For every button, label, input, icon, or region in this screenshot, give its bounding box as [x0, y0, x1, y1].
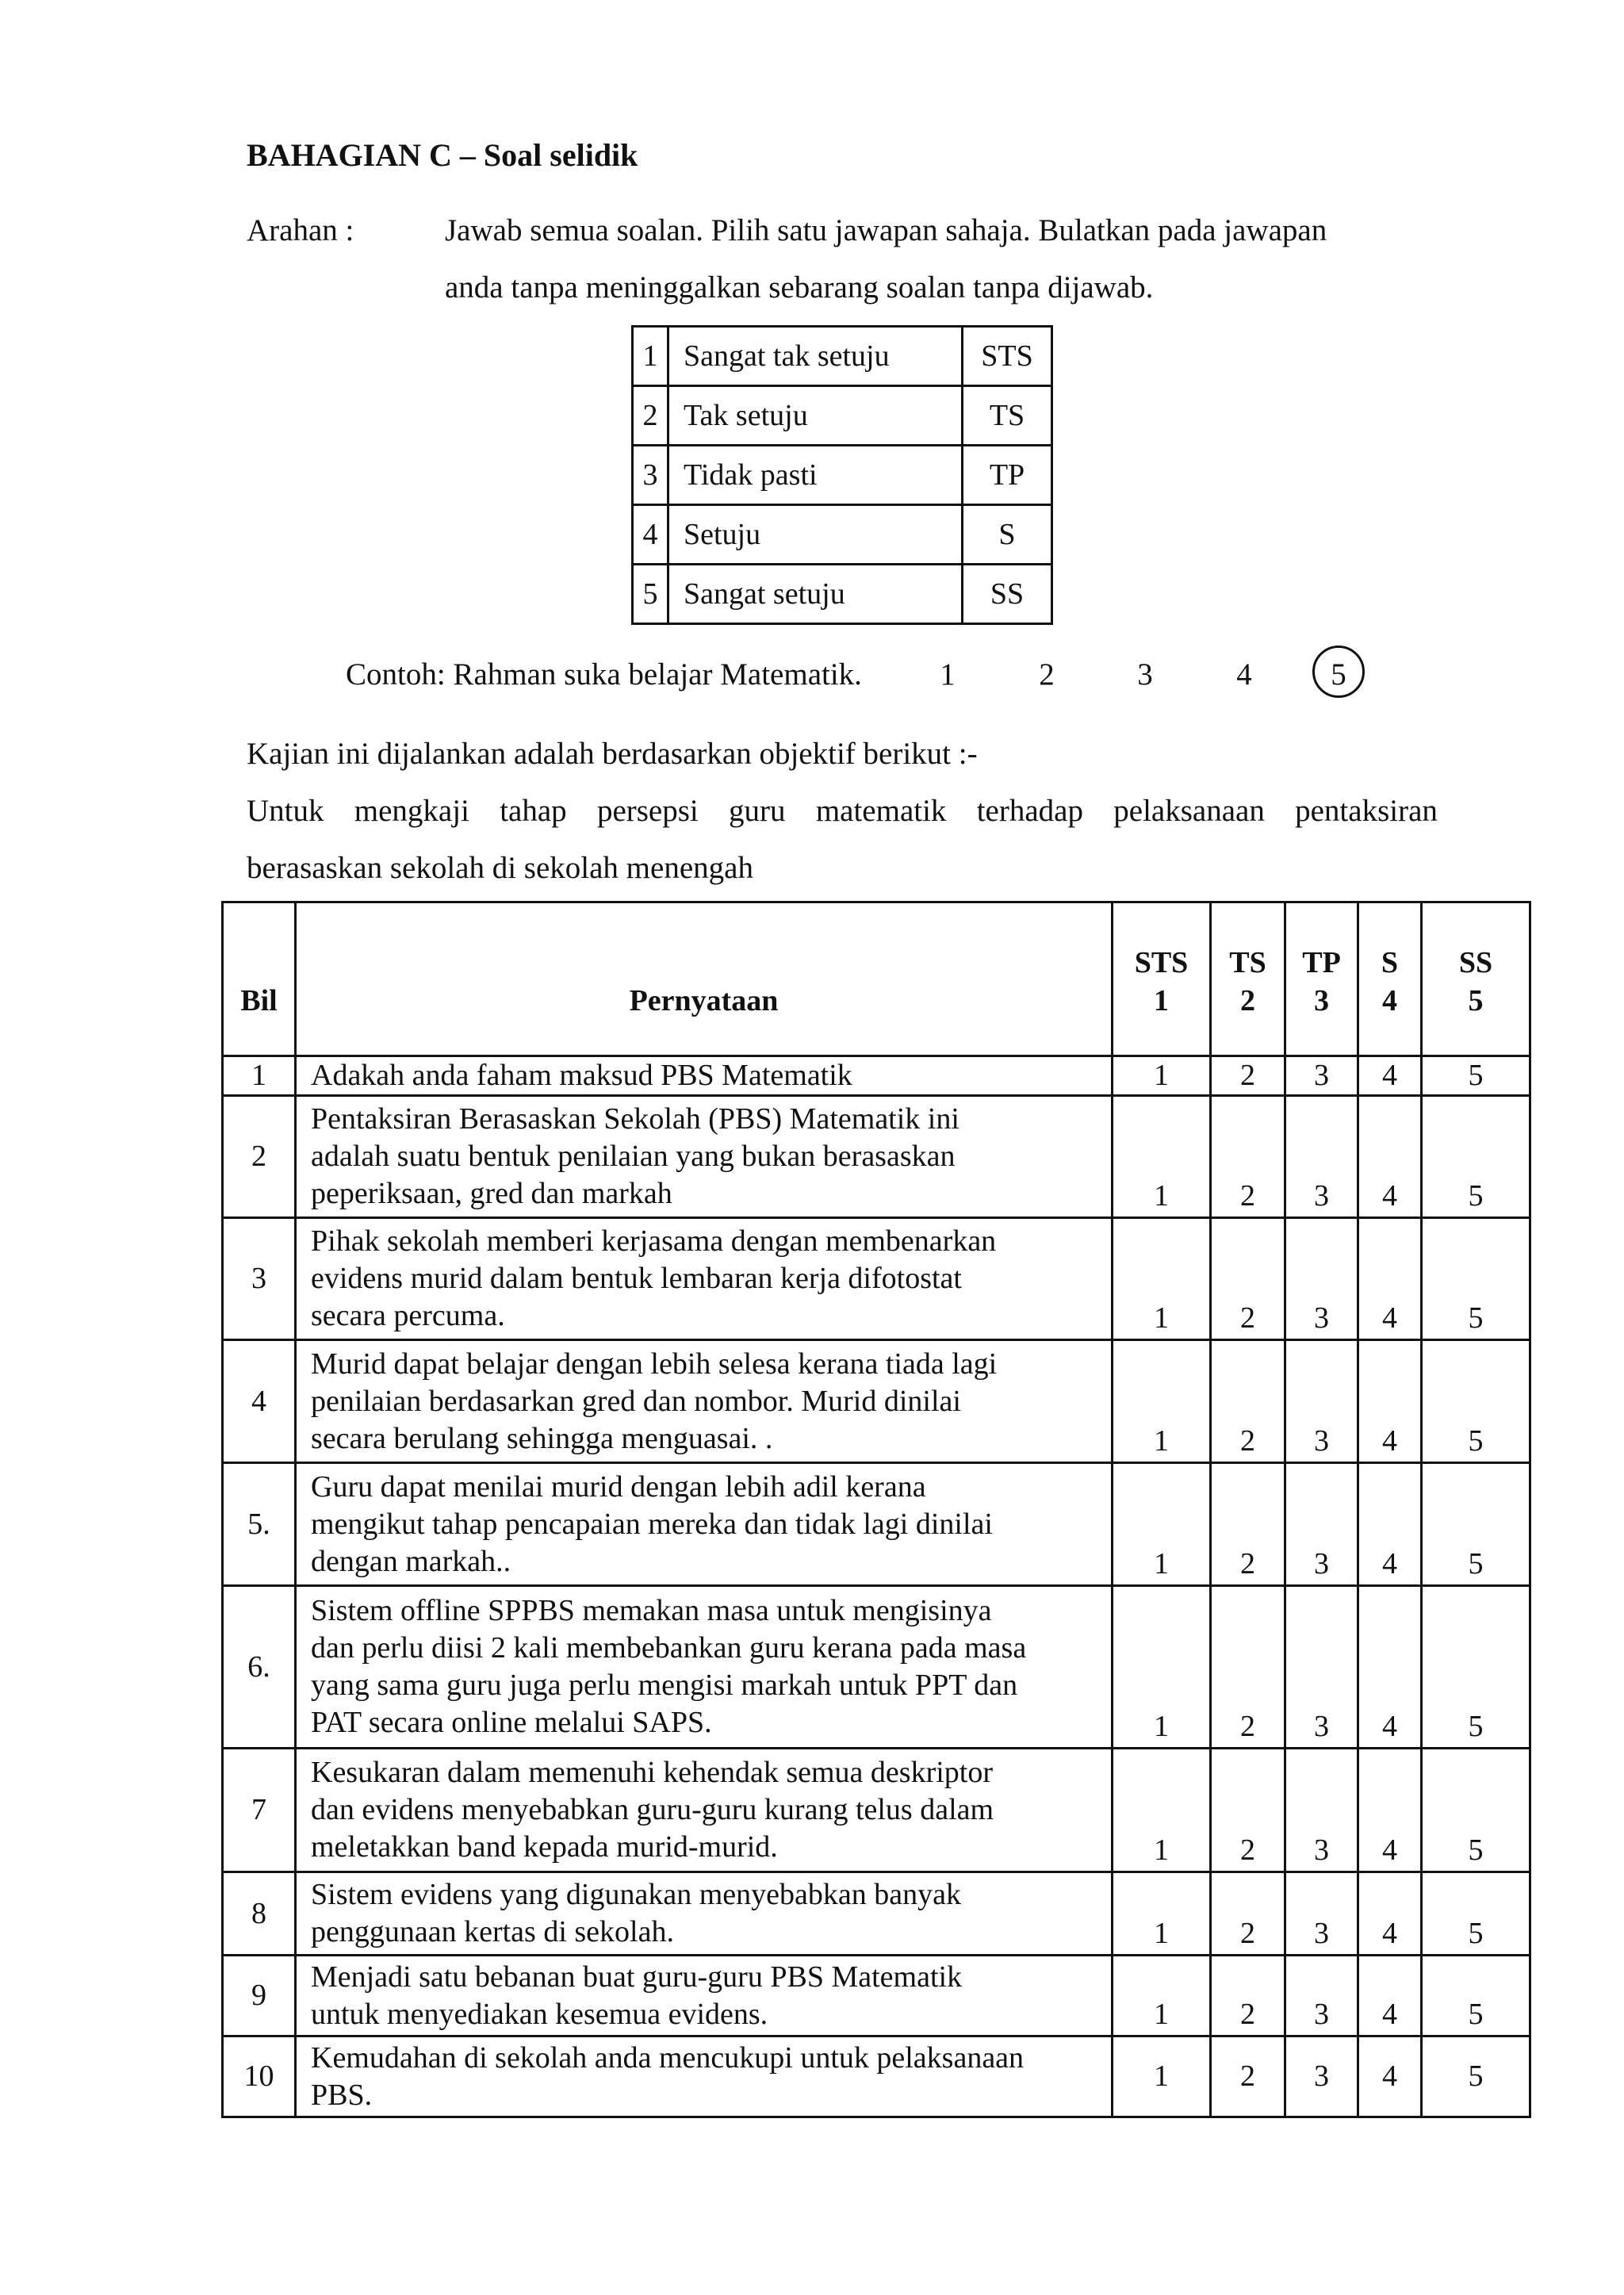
- legend-label: Sangat tak setuju: [668, 327, 963, 386]
- objective-word: pentaksiran: [1295, 794, 1438, 828]
- legend-label: Tak setuju: [668, 386, 963, 446]
- legend-number: 2: [633, 386, 668, 446]
- header-scale-code: STS: [1134, 946, 1189, 979]
- legend-code: TS: [963, 386, 1052, 446]
- example-option-2: 2: [1039, 657, 1055, 692]
- table-row: [223, 1956, 1530, 2036]
- statement-cell: [296, 1096, 1113, 1218]
- scale-option-2[interactable]: 2: [1211, 1956, 1285, 2036]
- scale-option-4[interactable]: 4: [1358, 1872, 1422, 1956]
- row-number: 2: [223, 1096, 296, 1218]
- instruction-text-line-2: anda tanpa meninggalkan sebarang soalan tanpa dijawab.: [445, 270, 1154, 305]
- statement-line: Pihak sekolah memberi kerjasama dengan membenarkan: [311, 1224, 997, 1258]
- legend-row: [633, 386, 1052, 446]
- scale-option-5[interactable]: 5: [1422, 1463, 1530, 1586]
- statement-line: Adakah anda faham maksud PBS Matematik: [311, 1059, 852, 1092]
- scale-option-2[interactable]: 2: [1211, 1463, 1285, 1586]
- objective-word: guru: [729, 794, 786, 828]
- statement-line: secara percuma.: [311, 1299, 505, 1332]
- scale-option-1[interactable]: 1: [1113, 1749, 1211, 1872]
- statement-line: Menjadi satu bebanan buat guru-guru PBS Matematik: [311, 1960, 963, 1994]
- scale-option-4[interactable]: 4: [1358, 1463, 1422, 1586]
- scale-option-2[interactable]: 2: [1211, 1056, 1285, 1096]
- scale-option-1[interactable]: 1: [1113, 1096, 1211, 1218]
- scale-option-3[interactable]: 3: [1285, 1586, 1358, 1749]
- scale-option-5[interactable]: 5: [1422, 1586, 1530, 1749]
- statement-cell: [296, 1056, 1113, 1096]
- scale-option-5[interactable]: 5: [1422, 1340, 1530, 1463]
- scale-legend-table: [631, 325, 1053, 625]
- statement-line: yang sama guru juga perlu mengisi markah untuk PPT dan: [311, 1669, 1018, 1702]
- row-number: 1: [223, 1056, 296, 1096]
- header-scale-code: TP: [1302, 946, 1341, 979]
- legend-row: [633, 327, 1052, 386]
- legend-label: Tidak pasti: [668, 446, 963, 505]
- table-row: [223, 1463, 1530, 1586]
- table-header-row: [223, 902, 1530, 1056]
- section-title: BAHAGIAN C – Soal selidik: [247, 137, 638, 173]
- objective-word: tahap: [500, 794, 567, 828]
- legend-code: S: [963, 505, 1052, 565]
- scale-option-4[interactable]: 4: [1358, 1586, 1422, 1749]
- scale-option-3[interactable]: 3: [1285, 1096, 1358, 1218]
- scale-option-4[interactable]: 4: [1358, 2036, 1422, 2117]
- legend-code: STS: [963, 327, 1052, 386]
- scale-option-2[interactable]: 2: [1211, 1096, 1285, 1218]
- header-scale-code: SS: [1458, 946, 1493, 979]
- legend-label: Sangat setuju: [668, 565, 963, 624]
- table-row: [223, 1872, 1530, 1956]
- statement-cell: [296, 1218, 1113, 1340]
- statement-line: Guru dapat menilai murid dengan lebih adil kerana: [311, 1469, 926, 1504]
- statement-line: Pentaksiran Berasaskan Sekolah (PBS) Matematik ini: [311, 1102, 959, 1136]
- scale-option-3[interactable]: 3: [1285, 1463, 1358, 1586]
- statement-cell: [296, 1956, 1113, 2036]
- scale-option-1[interactable]: 1: [1113, 2036, 1211, 2117]
- table-row: [223, 1340, 1530, 1463]
- legend-number: 5: [633, 565, 668, 624]
- scale-option-4[interactable]: 4: [1358, 1096, 1422, 1218]
- statement-cell: [296, 2036, 1113, 2117]
- legend-number: 3: [633, 446, 668, 505]
- header-scale-number: 2: [1240, 984, 1255, 1017]
- scale-option-1[interactable]: 1: [1113, 1340, 1211, 1463]
- example-option-4: 4: [1236, 657, 1252, 692]
- statement-line: secara berulang sehingga menguasai. .: [311, 1421, 773, 1455]
- statement-line: peperiksaan, gred dan markah: [311, 1177, 672, 1210]
- header-scale-number: 5: [1468, 984, 1484, 1017]
- statement-line: penilaian berdasarkan gred dan nombor. Murid dinilai: [311, 1384, 961, 1418]
- row-number: 8: [223, 1872, 296, 1956]
- scale-option-3[interactable]: 3: [1285, 2036, 1358, 2117]
- objective-line-2: berasaskan sekolah di sekolah menengah: [247, 851, 753, 885]
- header-scale-number: 4: [1382, 984, 1397, 1017]
- row-number: 6.: [223, 1586, 296, 1749]
- header-tp: [1285, 902, 1358, 1056]
- legend-number: 4: [633, 505, 668, 565]
- legend-row: [633, 565, 1052, 624]
- scale-option-5[interactable]: 5: [1422, 1956, 1530, 2036]
- example-text: Contoh: Rahman suka belajar Matematik.: [346, 657, 862, 692]
- header-scale-code: TS: [1229, 946, 1266, 979]
- table-row: [223, 1056, 1530, 1096]
- legend-number: 1: [633, 327, 668, 386]
- statement-line: Kemudahan di sekolah anda mencukupi untuk pelaksanaan: [311, 2040, 1025, 2075]
- scale-option-3[interactable]: 3: [1285, 1956, 1358, 2036]
- scale-option-5[interactable]: 5: [1422, 1056, 1530, 1096]
- scale-option-3[interactable]: 3: [1285, 1340, 1358, 1463]
- scale-option-1[interactable]: 1: [1113, 1872, 1211, 1956]
- legend-code: TP: [963, 446, 1052, 505]
- scale-option-2[interactable]: 2: [1211, 1586, 1285, 1749]
- statement-line: Murid dapat belajar dengan lebih selesa kerana tiada lagi: [311, 1347, 998, 1381]
- table-row: [223, 1218, 1530, 1340]
- scale-option-1[interactable]: 1: [1113, 1056, 1211, 1096]
- statement-line: PBS.: [311, 2078, 373, 2112]
- legend-row: [633, 505, 1052, 565]
- statement-line: dengan markah..: [311, 1544, 511, 1578]
- header-scale-number: 3: [1314, 984, 1329, 1017]
- scale-option-1[interactable]: 1: [1113, 1463, 1211, 1586]
- objective-word: terhadap: [976, 794, 1083, 828]
- statement-line: dan evidens menyebabkan guru-guru kurang telus dalam: [311, 1793, 994, 1826]
- scale-option-2[interactable]: 2: [1211, 2036, 1285, 2117]
- scale-option-4[interactable]: 4: [1358, 1056, 1422, 1096]
- header-bil: Bil: [223, 902, 296, 1056]
- example-option-1: 1: [940, 657, 956, 692]
- scale-option-1[interactable]: 1: [1113, 1956, 1211, 2036]
- statement-line: mengikut tahap pencapaian mereka dan tidak lagi dinilai: [311, 1507, 993, 1541]
- statement-cell: [296, 1340, 1113, 1463]
- statement-cell: [296, 1872, 1113, 1956]
- table-row: [223, 1096, 1530, 1218]
- table-row: [223, 2036, 1530, 2117]
- scale-option-3[interactable]: 3: [1285, 1872, 1358, 1956]
- table-row: [223, 1586, 1530, 1749]
- scale-option-5[interactable]: 5: [1422, 2036, 1530, 2117]
- objective-word: pelaksanaan: [1113, 794, 1265, 828]
- header-ts: [1211, 902, 1285, 1056]
- scale-option-2[interactable]: 2: [1211, 1340, 1285, 1463]
- scale-option-3[interactable]: 3: [1285, 1218, 1358, 1340]
- statement-line: Sistem evidens yang digunakan menyebabkan banyak: [311, 1878, 961, 1911]
- statement-cell: [296, 1463, 1113, 1586]
- table-row: [223, 1749, 1530, 1872]
- statement-line: dan perlu diisi 2 kali membebankan guru kerana pada masa: [311, 1631, 1027, 1665]
- scale-option-1[interactable]: 1: [1113, 1218, 1211, 1340]
- statement-line: PAT secara online melalui SAPS.: [311, 1706, 712, 1739]
- header-sts: [1113, 902, 1211, 1056]
- statement-line: meletakkan band kepada murid-murid.: [311, 1830, 778, 1864]
- instruction-label: Arahan :: [247, 213, 354, 247]
- scale-option-5[interactable]: 5: [1422, 1872, 1530, 1956]
- scale-option-3[interactable]: 3: [1285, 1749, 1358, 1872]
- statement-line: untuk menyediakan kesemua evidens.: [311, 1997, 768, 2031]
- row-number: 4: [223, 1340, 296, 1463]
- legend-row: [633, 446, 1052, 505]
- row-number: 5.: [223, 1463, 296, 1586]
- scale-option-4[interactable]: 4: [1358, 1218, 1422, 1340]
- objective-word: mengkaji: [354, 794, 469, 828]
- statement-cell: [296, 1586, 1113, 1749]
- objective-intro: Kajian ini dijalankan adalah berdasarkan objektif berikut :-: [247, 737, 978, 771]
- statement-line: adalah suatu bentuk penilaian yang bukan berasaskan: [311, 1140, 956, 1173]
- objective-line-1: [247, 793, 1438, 829]
- scale-option-2[interactable]: 2: [1211, 1749, 1285, 1872]
- legend-code: SS: [963, 565, 1052, 624]
- scale-option-2[interactable]: 2: [1211, 1218, 1285, 1340]
- statement-line: penggunaan kertas di sekolah.: [311, 1915, 674, 1948]
- scale-option-3[interactable]: 3: [1285, 1056, 1358, 1096]
- instruction-text-line-1: Jawab semua soalan. Pilih satu jawapan sahaja. Bulatkan pada jawapan: [445, 213, 1327, 247]
- header-scale-code: S: [1381, 946, 1399, 979]
- example-option-3: 3: [1137, 657, 1153, 692]
- statement-line: evidens murid dalam bentuk lembaran kerja difotostat: [311, 1262, 962, 1295]
- scale-option-4[interactable]: 4: [1358, 1340, 1422, 1463]
- header-pernyataan: Pernyataan: [296, 902, 1113, 1056]
- scale-option-5[interactable]: 5: [1422, 1749, 1530, 1872]
- objective-word: persepsi: [596, 794, 699, 828]
- row-number: 7: [223, 1749, 296, 1872]
- row-number: 10: [223, 2036, 296, 2117]
- statement-line: Kesukaran dalam memenuhi kehendak semua deskriptor: [311, 1756, 993, 1789]
- legend-label: Setuju: [668, 505, 963, 565]
- scale-option-5[interactable]: 5: [1422, 1218, 1530, 1340]
- header-scale-number: 1: [1154, 984, 1169, 1017]
- header-ss: [1422, 902, 1530, 1056]
- header-s: [1358, 902, 1422, 1056]
- row-number: 9: [223, 1956, 296, 2036]
- objective-word: matematik: [815, 794, 947, 828]
- scale-option-1[interactable]: 1: [1113, 1586, 1211, 1749]
- questionnaire-table: [221, 901, 1531, 2118]
- scale-option-2[interactable]: 2: [1211, 1872, 1285, 1956]
- statement-line: Sistem offline SPPBS memakan masa untuk mengisinya: [311, 1594, 992, 1627]
- scale-option-4[interactable]: 4: [1358, 1749, 1422, 1872]
- scale-option-4[interactable]: 4: [1358, 1956, 1422, 2036]
- objective-word: Untuk: [247, 794, 324, 828]
- statement-cell: [296, 1749, 1113, 1872]
- scale-option-5[interactable]: 5: [1422, 1096, 1530, 1218]
- example-option-5: 5: [1331, 657, 1346, 692]
- row-number: 3: [223, 1218, 296, 1340]
